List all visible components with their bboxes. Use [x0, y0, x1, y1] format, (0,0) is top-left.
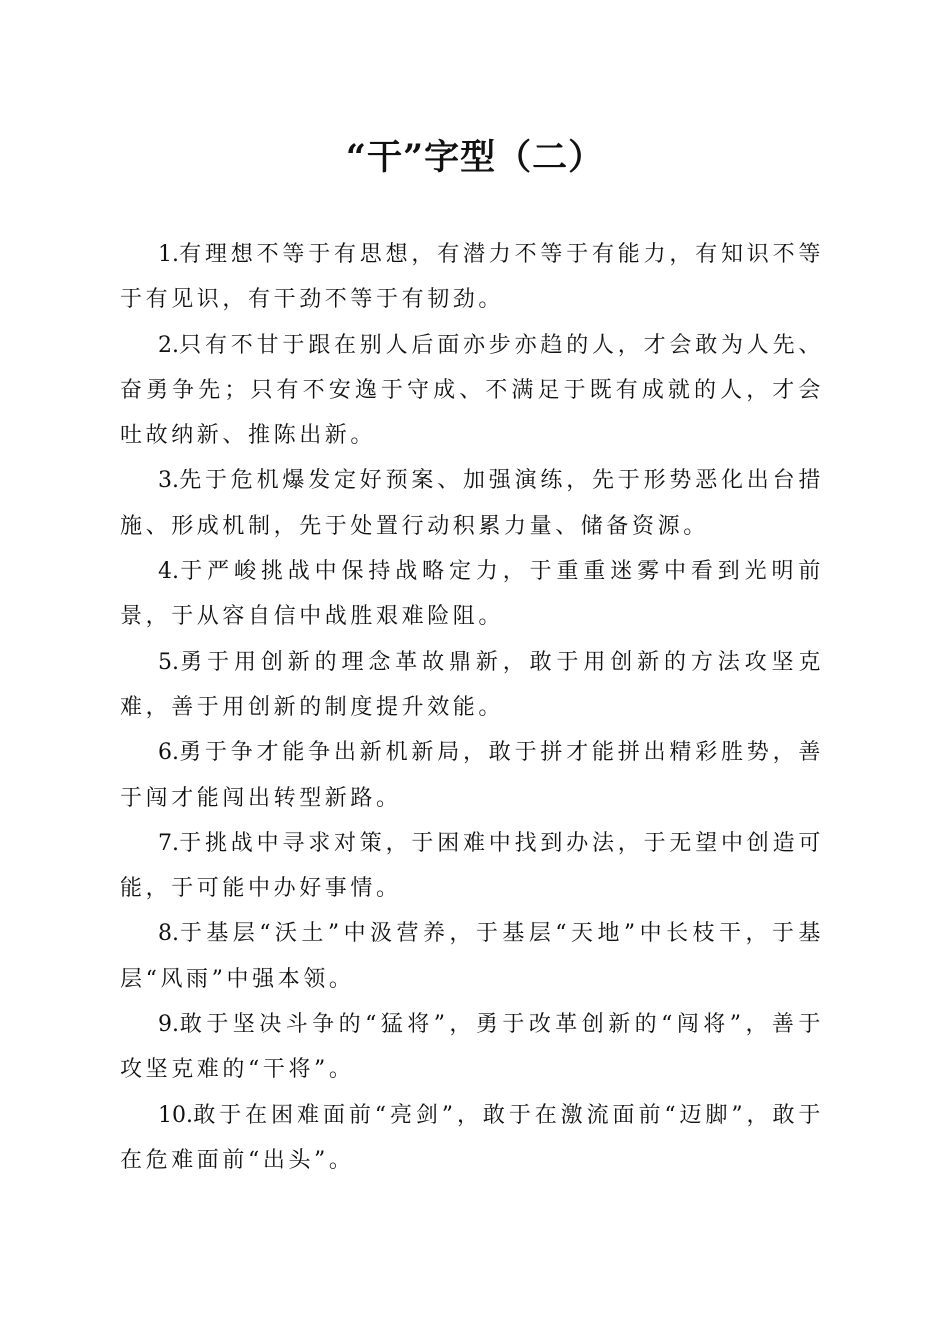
paragraph-number: 9.	[158, 1012, 179, 1038]
paragraph-text: 只有不甘于跟在别人后面亦步亦趋的人，才会敢为人先、奋勇争先；只有不安逸于守成、不满足于既有成就的人，才会吐故纳新、推陈出新。	[120, 332, 824, 449]
paragraph-3	[120, 458, 824, 549]
paragraph-text: 于挑战中寻求对策，于困难中找到办法，于无望中创造可能，于可能中办好事情。	[120, 830, 824, 902]
paragraph-2	[120, 323, 824, 459]
paragraph-text: 于基层“沃土”中汲营养，于基层“天地”中长枝干，于基层“风雨”中强本领。	[120, 921, 824, 992]
paragraph-number: 8.	[158, 921, 179, 947]
paragraph-4	[120, 549, 824, 640]
paragraph-text: 勇于用创新的理念革故鼎新，敢于用创新的方法攻坚克难，善于用创新的制度提升效能。	[120, 649, 824, 720]
paragraph-number: 2.	[158, 332, 179, 358]
paragraph-number: 4.	[158, 559, 179, 585]
paragraph-number: 5.	[158, 649, 179, 675]
paragraph-number: 1.	[158, 242, 179, 267]
paragraph-number: 3.	[158, 468, 179, 494]
paragraph-7	[120, 821, 824, 912]
paragraph-10	[120, 1093, 824, 1184]
paragraph-text: 勇于争才能争出新机新局，敢于拼才能拼出精彩胜势，善于闯才能闯出转型新路。	[120, 740, 824, 811]
paragraph-text: 有理想不等于有思想，有潜力不等于有能力，有知识不等于有见识，有干劲不等于有韧劲。	[120, 242, 824, 313]
paragraph-number: 6.	[158, 740, 179, 766]
paragraph-number: 10.	[158, 1102, 193, 1128]
paragraph-text: 于严峻挑战中保持战略定力，于重重迷雾中看到光明前景，于从容自信中战胜艰难险阻。	[120, 559, 824, 630]
paragraph-text: 先于危机爆发定好预案、加强演练，先于形势恶化出台措施、形成机制，先于处置行动积累力量、储备资源。	[120, 468, 824, 539]
paragraph-text: 敢于在困难面前“亮剑”，敢于在激流面前“迈脚”，敢于在危难面前“出头”。	[120, 1102, 824, 1173]
paragraph-number: 7.	[158, 830, 179, 856]
paragraph-8	[120, 911, 824, 1002]
paragraph-text: 敢于坚决斗争的“猛将”，勇于改革创新的“闯将”，善于攻坚克难的“干将”。	[120, 1012, 824, 1083]
paragraph-9	[120, 1002, 824, 1093]
document-body	[120, 232, 824, 1183]
paragraph-6	[120, 730, 824, 821]
paragraph-5	[120, 640, 824, 731]
page-title: “干”字型（二）	[345, 137, 605, 178]
paragraph-1	[120, 232, 824, 323]
